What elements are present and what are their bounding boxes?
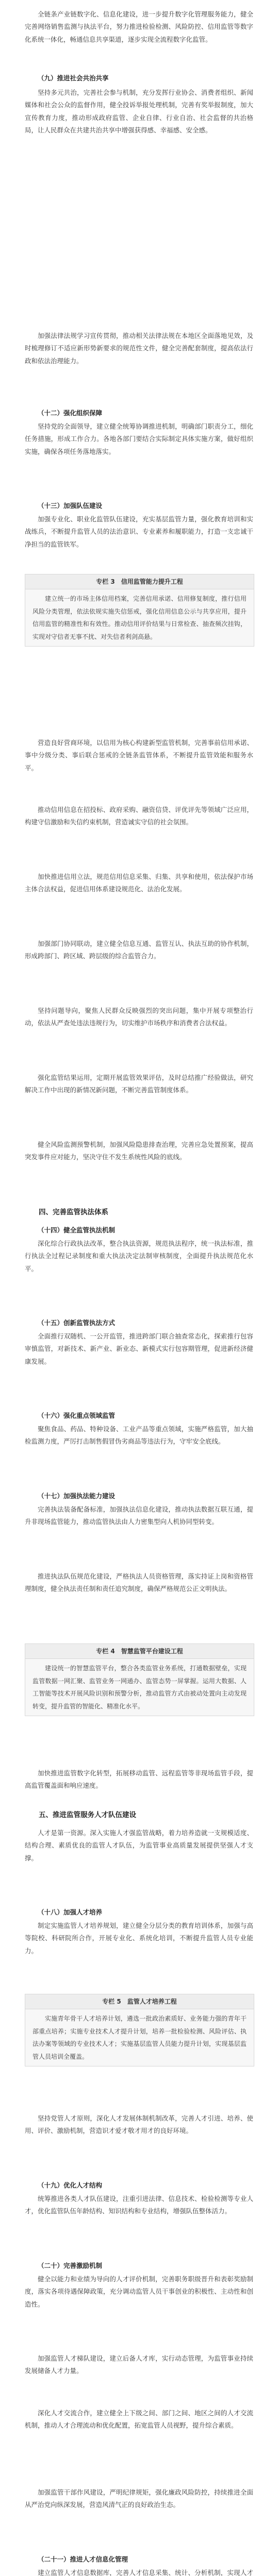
paragraph — [0, 1072, 278, 1097]
paragraph-text: 深化综合行政执法改革，整合执法资源，规范执法程序，统一执法标准，推行执法全过程记录制度和重大执法决定法制审核制度，全面提升执法规范化水平。 — [25, 1240, 253, 1273]
paragraph-text: 加强部门协同联动，建立健全信息互通、监管互认、执法互助的协作机制，形成跨部门、跨区域、跨层级的综合监管合力。 — [25, 940, 253, 960]
paragraph-text: 全面推行双随机、一公开监管，推进跨部门联合抽查常态化，探索推行包容审慎监管，对新技术、新产业、新业态、新模式实行包容期管理，促进新经济健康发展。 — [25, 1332, 253, 1365]
section-subheading — [0, 500, 278, 512]
paragraph — [0, 1330, 278, 1368]
paragraph — [0, 2567, 278, 2576]
paragraph-text: 统筹推进各类人才队伍建设，注重引进法律、信息技术、检验检测等专业人才，优化监管队伍年龄结构、知识结构和专业结构，增强队伍整体活力。 — [25, 2195, 253, 2215]
paragraph — [0, 1827, 278, 1865]
section-heading — [0, 1808, 278, 1822]
paragraph-text: 坚持问题导向，聚焦人民群众反映强烈的突出问题，集中开展专项整治行动，依法从严查处违法违规行为，切实维护市场秩序和消费者合法权益。 — [25, 1007, 253, 1027]
paragraph — [0, 871, 278, 896]
subheading-text: （十二）强化组织保障 — [38, 409, 103, 417]
paragraph-text: 推动信用信息在招投标、政府采购、融资信贷、评优评先等领域广泛应用，构建守信激励和失信约束机制，营造诚实守信的社会氛围。 — [25, 806, 253, 826]
paragraph — [0, 1767, 278, 1792]
feature-box-text: 建设统一的智慧监管平台，整合各类监管业务系统，打通数据壁垒，实现监管数据一网汇聚、监管业务一网通办、监管态势一屏掌握。运用大数据、人工智能等技术开展风险识别和预警分析，推动监管方式由被动处置向主动发现转变，提升监管的智能化、精准化水平。 — [32, 1665, 247, 1710]
paragraph — [0, 2407, 278, 2432]
section-subheading — [0, 72, 278, 84]
paragraph — [0, 737, 278, 774]
paragraph — [0, 1139, 278, 1164]
feature-box-text: 实施青年骨干人才培养计划，遴选一批政治素质好、业务能力强的青年干部重点培养；实施专业技术人才提升计划，培养一批检验检测、风险评估、执法办案等领域的专业技术人才；实施基层监管人员能力提升计划，实现基层监管人员培训全覆盖。 — [32, 2015, 247, 2060]
paragraph-text: 全链条产业链数字化、信息化建设，进一步提升数字化管理服务能力，健全完善网络销售监测与执法平台，努力推进检验检测、风险防控、信用监管等数字化系统一体化，畅通信息共享渠道，逐步实现全流程数字化监管。 — [25, 10, 253, 43]
feature-box — [25, 574, 254, 647]
paragraph-text: 强化监管结果运用，定期开展监管效果评估，及时总结推广经验做法，研究解决工作中出现的新情况新问题，不断完善监管制度体系。 — [25, 1074, 253, 1094]
paragraph-text: 完善执法装备配备标准，加强执法信息化建设，推动执法数据互联互通，提升非现场监管能力，推动监管执法由人力密集型向人机协同型转变。 — [25, 1505, 253, 1526]
subheading-text: （十三）加强队伍建设 — [38, 502, 103, 510]
paragraph — [0, 513, 278, 551]
paragraph-text: 人才是第一资源。深入实施人才强监管战略，着力培养造就一支规模适度、结构合理、素质优良的监管人才队伍，为监管事业高质量发展提供坚强人才支撑。 — [25, 1829, 253, 1862]
paragraph — [0, 2273, 278, 2311]
paragraph — [0, 2112, 278, 2138]
feature-box-title: 专栏 4 智慧监管平台建设工程 — [25, 1644, 254, 1659]
paragraph-text: 建立监管人才信息数据库，完善人才信息采集、统计、分析机制，实现人才 — [38, 2569, 253, 2576]
subheading-text: （十七）加强执法能力建设 — [38, 1492, 116, 1500]
paragraph — [0, 87, 278, 137]
section-subheading — [0, 2179, 278, 2192]
paragraph — [0, 420, 278, 458]
section-subheading — [0, 2260, 278, 2272]
section-heading-text: 五、推进监管服务人才队伍建设 — [39, 1811, 136, 1819]
paragraph — [0, 938, 278, 963]
paragraph-text: 深化人才交流合作，建立健全上下级之间、部门之间、地区之间的人才交流机制，推动人才合理流动和优化配置，拓宽监管人员视野，提升综合素质。 — [25, 2409, 253, 2430]
paragraph — [0, 1570, 278, 1596]
section-subheading — [0, 2553, 278, 2566]
section-subheading — [0, 1906, 278, 1919]
paragraph-text: 聚焦食品、药品、特种设备、工业产品等重点领域，实施严格监管，加大抽检监测力度，严厉打击制售假冒伪劣商品等违法行为，守牢安全底线。 — [25, 1425, 253, 1446]
paragraph-text: 坚持党的全面领导，建立健全统筹协调推进机制，明确部门职责分工，细化任务措施，形成工作合力。各地各部门要结合实际制定具体实施方案，做好组织实施，确保各项任务落地落实。 — [25, 422, 253, 455]
paragraph-text: 推进执法队伍规范化建设，严格执法人员资格管理，落实持证上岗和资格管理制度，健全执法责任制和责任追究制度，确保严格规范公正文明执法。 — [25, 1572, 253, 1593]
feature-box-text: 建立统一的市场主体信用档案，完善信用承诺、信用修复制度，推行信用风险分类管理，依法依规实施失信惩戒，强化信用信息公示与共享应用，提升信用监管的精准性和有效性。推动信用评价结果与日常检查、抽查频次挂钩，实现对守信者无事不扰、对失信者利剑高悬。 — [32, 595, 247, 640]
paragraph-text: 坚持党管人才原则，深化人才发展体制机制改革，完善人才引进、培养、使用、评价、激励机制，营造识才爱才敬才用才的良好环境。 — [25, 2114, 253, 2135]
paragraph — [0, 804, 278, 829]
paragraph — [0, 1238, 278, 1275]
section-heading — [0, 1206, 278, 1219]
paragraph — [0, 2193, 278, 2218]
section-subheading — [0, 1224, 278, 1236]
paragraph — [0, 2486, 278, 2512]
paragraph — [0, 8, 278, 46]
paragraph — [0, 1005, 278, 1030]
section-subheading — [0, 1317, 278, 1329]
paragraph-text: 制定实施监管人才培养规划，建立健全分层分类的教育培训体系，加强与高等院校、科研院所合作，开展专业化、系统化培训，不断提升监管人员专业能力。 — [25, 1922, 253, 1955]
paragraph — [0, 330, 278, 367]
paragraph — [0, 2352, 278, 2378]
paragraph-text: 加强法律法规学习宣传贯彻，推动相关法律法规在本地区全面落地见效，及时梳理修订不适应新形势新要求的规范性文件，健全完善配套制度，提高依法行政和依法治理能力。 — [25, 332, 253, 365]
feature-box-title: 专栏 3 信用监管能力提升工程 — [25, 574, 254, 589]
section-subheading — [0, 1410, 278, 1422]
feature-box — [25, 1994, 254, 2066]
subheading-text: （十六）强化重点领域监管 — [38, 1412, 116, 1419]
section-subheading — [0, 407, 278, 419]
section-subheading — [0, 1490, 278, 1502]
paragraph — [0, 1503, 278, 1529]
feature-box-title: 专栏 5 监管人才培养工程 — [25, 1994, 254, 2009]
subheading-text: （十八）加强人才培养 — [38, 1908, 103, 1916]
paragraph-text: 加强监管干部作风建设，严明纪律规矩，强化廉政风险防控，持续推进全面从严治党向纵深发展，营造风清气正的良好政治生态。 — [25, 2488, 253, 2509]
paragraph-text: 营造良好营商环境，以信用为核心构建新型监管机制，完善事前信用承诺、事中分级分类、事后联合惩戒的全链条监管体系，不断提升监管效能和服务水平。 — [25, 739, 253, 772]
paragraph-text: 加强专业化、职业化监管队伍建设，充实基层监管力量，强化教育培训和实战练兵，不断提升监管人员的法治意识、专业素养和履职能力，打造一支忠诚干净担当的监管铁军。 — [25, 515, 253, 548]
paragraph — [0, 1423, 278, 1448]
subheading-text: （九）推进社会共治共享 — [38, 74, 109, 82]
paragraph-text: 健全风险监测预警机制，加强风险隐患排查治理，完善应急处置预案，提高突发事件应对能力，坚决守住不发生系统性风险的底线。 — [25, 1141, 253, 1161]
paragraph-text: 加快推进监管数字化转型，拓展移动监管、远程监管等非现场监管手段，提高监管覆盖面和响应速度。 — [25, 1769, 253, 1790]
feature-box — [25, 1643, 254, 1716]
paragraph-text: 加快推进信用立法，规范信用信息采集、归集、共享和使用，依法保护市场主体合法权益，促进信用体系建设规范化、法治化发展。 — [25, 873, 253, 893]
subheading-text: （十四）健全监管执法机制 — [38, 1226, 116, 1234]
subheading-text: （十九）优化人才结构 — [38, 2181, 103, 2189]
paragraph-text: 加强监管人才梯队建设，建立后备人才库，实行动态管理，为监管事业持续发展储备人才力量。 — [25, 2354, 253, 2375]
paragraph — [0, 1920, 278, 1957]
subheading-text: （二十一）推进人才信息化管理 — [38, 2555, 128, 2563]
paragraph-text: 健全以能力和业绩为导向的人才评价机制，完善职务职级晋升和表彰奖励制度，落实各项待遇保障政策，充分调动监管人员干事创业的积极性、主动性和创造性。 — [25, 2275, 253, 2308]
section-heading-text: 四、完善监管执法体系 — [39, 1208, 108, 1216]
subheading-text: （十五）创新监管执法方式 — [38, 1319, 116, 1327]
paragraph-text: 坚持多元共治，完善社会参与机制，充分发挥行业协会、消费者组织、新闻媒体和社会公众的监督作用，健全投诉举报处理机制，完善有奖举报制度，加大宣传教育力度，推动形成政府监管、企业自律、行业自治、社会监督的共治格局，让人民群众在共建共治共享中增强获得感、幸福感、安全感。 — [25, 89, 253, 134]
subheading-text: （二十）完善激励机制 — [38, 2262, 103, 2269]
